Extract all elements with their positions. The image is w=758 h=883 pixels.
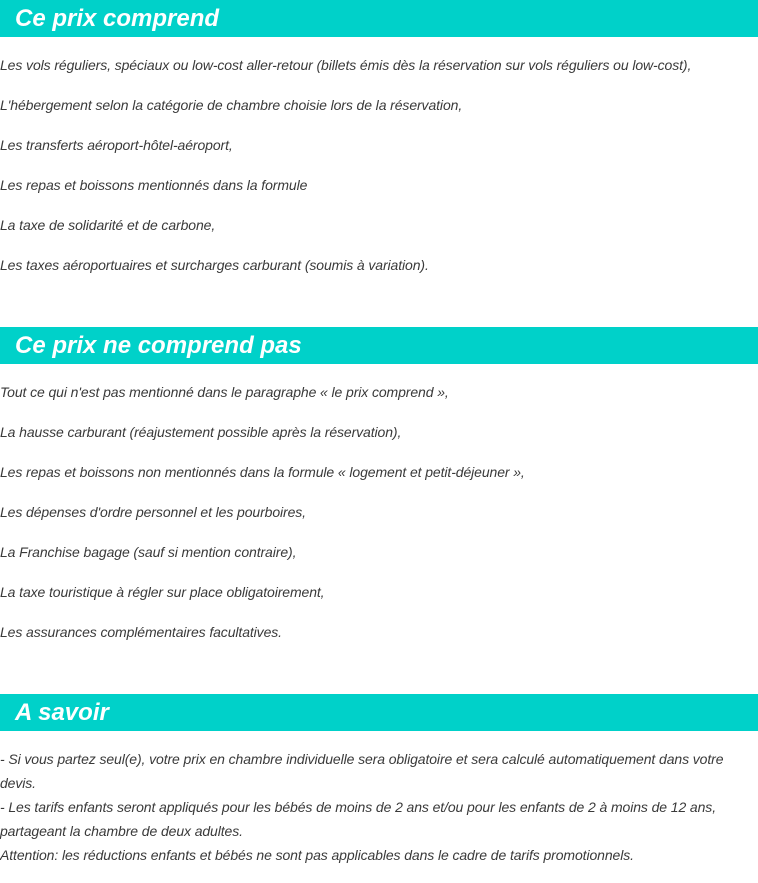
excluded-item: Tout ce qui n'est pas mentionné dans le paragraphe « le prix comprend », [0, 384, 449, 400]
info-paragraph-single: - Si vous partez seul(e), votre prix en chambre individuelle sera obligatoire et sera calculé automatiquement dans votre devis. [0, 751, 724, 791]
included-item: Les transferts aéroport-hôtel-aéroport, [0, 137, 233, 153]
included-item: Les taxes aéroportuaires et surcharges carburant (soumis à variation). [0, 257, 429, 273]
included-item: La taxe de solidarité et de carbone, [0, 217, 216, 233]
included-item: L'hébergement selon la catégorie de chambre choisie lors de la réservation, [0, 97, 463, 113]
included-item: Les repas et boissons mentionnés dans la formule [0, 177, 308, 193]
included-item: Les vols réguliers, spéciaux ou low-cost aller-retour (billets émis dès la réservation sur vols réguliers ou low-cost), [0, 57, 692, 73]
excluded-item: Les assurances complémentaires facultatives. [0, 624, 282, 640]
info-paragraph-attention: Attention: les réductions enfants et bébés ne sont pas applicables dans le cadre de tarifs promotionnels. [0, 847, 634, 863]
section-header-prix-ne-comprend-pas: Ce prix ne comprend pas [0, 327, 758, 364]
section-header-prix-comprend: Ce prix comprend [0, 0, 758, 37]
excluded-item: Les repas et boissons non mentionnés dans la formule « logement et petit-déjeuner », [0, 464, 525, 480]
excluded-item: La Franchise bagage (sauf si mention contraire), [0, 544, 297, 560]
excluded-item: La hausse carburant (réajustement possible après la réservation), [0, 424, 402, 440]
section-header-a-savoir: A savoir [0, 694, 758, 731]
excluded-item: Les dépenses d'ordre personnel et les pourboires, [0, 504, 306, 520]
info-paragraph-children: - Les tarifs enfants seront appliqués pour les bébés de moins de 2 ans et/ou pour les enfants de 2 à moins de 12 ans, partageant la chambre de deux adultes. [0, 799, 716, 839]
excluded-item: La taxe touristique à régler sur place obligatoirement, [0, 584, 325, 600]
